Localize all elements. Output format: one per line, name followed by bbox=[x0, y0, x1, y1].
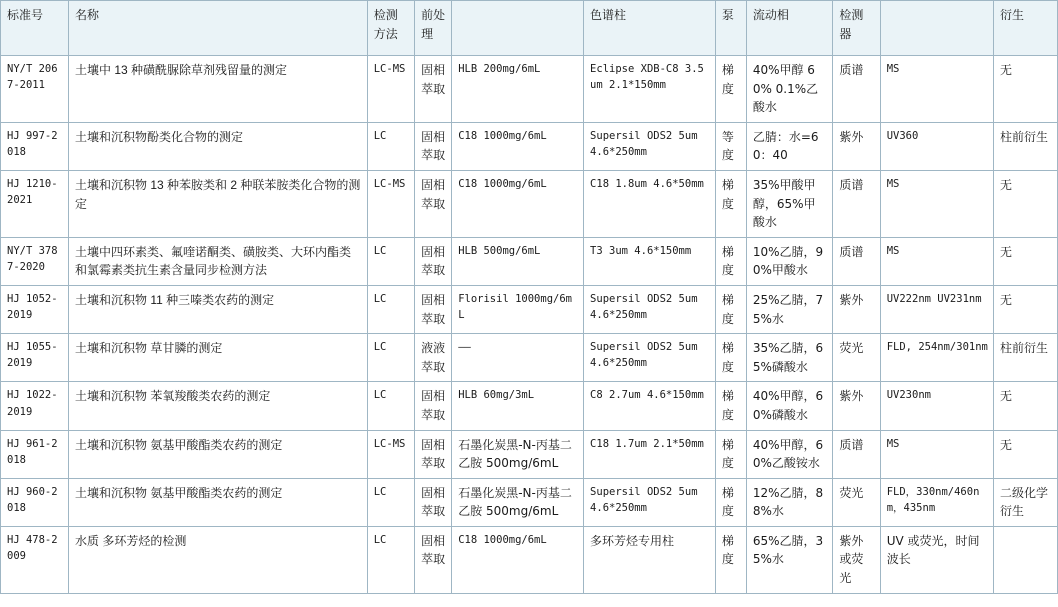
table-body bbox=[1, 56, 1058, 594]
cell-detector-detail: FLD, 254nm/301nm bbox=[880, 334, 993, 382]
table-row bbox=[1, 382, 1058, 430]
cell-cleanup: C18 1000mg/6mL bbox=[452, 170, 584, 237]
cell-column: Supersil ODS2 5um 4.6*250mm bbox=[584, 285, 716, 333]
cell-method: LC bbox=[367, 382, 414, 430]
cell-pump: 梯度 bbox=[715, 285, 746, 333]
cell-detector-detail: UV230nm bbox=[880, 382, 993, 430]
cell-column: T3 3um 4.6*150mm bbox=[584, 237, 716, 285]
cell-detector: 质谱 bbox=[833, 56, 880, 123]
cell-pretreatment: 固相萃取 bbox=[415, 170, 452, 237]
cell-detector-detail: MS bbox=[880, 170, 993, 237]
cell-pump: 梯度 bbox=[715, 382, 746, 430]
cell-method: LC-MS bbox=[367, 56, 414, 123]
cell-derivative: 无 bbox=[994, 56, 1058, 123]
cell-column: 多环芳烃专用柱 bbox=[584, 526, 716, 593]
cell-detector: 荧光 bbox=[833, 334, 880, 382]
cell-code: HJ 1052-2019 bbox=[1, 285, 69, 333]
cell-pretreatment: 固相萃取 bbox=[415, 478, 452, 526]
table-row bbox=[1, 285, 1058, 333]
cell-code: HJ 960-2018 bbox=[1, 478, 69, 526]
cell-column: C8 2.7um 4.6*150mm bbox=[584, 382, 716, 430]
cell-derivative: 无 bbox=[994, 237, 1058, 285]
cell-method: LC bbox=[367, 478, 414, 526]
cell-name: 土壤和沉积物酚类化合物的测定 bbox=[68, 122, 367, 170]
cell-mobile-phase: 25%乙腈，75%水 bbox=[746, 285, 833, 333]
cell-code: NY/T 3787-2020 bbox=[1, 237, 69, 285]
cell-code: NY/T 2067-2011 bbox=[1, 56, 69, 123]
cell-detector-detail: MS bbox=[880, 430, 993, 478]
cell-pump: 梯度 bbox=[715, 56, 746, 123]
cell-pretreatment: 固相萃取 bbox=[415, 382, 452, 430]
cell-method: LC-MS bbox=[367, 170, 414, 237]
column-header-method: 检测方法 bbox=[367, 1, 414, 56]
column-header-pump: 泵 bbox=[715, 1, 746, 56]
table-row bbox=[1, 334, 1058, 382]
cell-pump: 梯度 bbox=[715, 237, 746, 285]
cell-code: HJ 997-2018 bbox=[1, 122, 69, 170]
cell-pump: 梯度 bbox=[715, 430, 746, 478]
table-row bbox=[1, 430, 1058, 478]
cell-column: Supersil ODS2 5um 4.6*250mm bbox=[584, 122, 716, 170]
cell-detector: 紫外或荧光 bbox=[833, 526, 880, 593]
cell-mobile-phase: 35%乙腈，65%磷酸水 bbox=[746, 334, 833, 382]
column-header-derivative: 衍生 bbox=[994, 1, 1058, 56]
cell-code: HJ 1210-2021 bbox=[1, 170, 69, 237]
cell-mobile-phase: 10%乙腈，90%甲酸水 bbox=[746, 237, 833, 285]
column-header-cleanup bbox=[452, 1, 584, 56]
cell-detector-detail: FLD，330nm/460nm，435nm bbox=[880, 478, 993, 526]
cell-derivative: 无 bbox=[994, 430, 1058, 478]
table-row bbox=[1, 478, 1058, 526]
table-row bbox=[1, 56, 1058, 123]
cell-cleanup: C18 1000mg/6mL bbox=[452, 526, 584, 593]
cell-column: Supersil ODS2 5um 4.6*250mm bbox=[584, 478, 716, 526]
table-header-row bbox=[1, 1, 1058, 56]
cell-column: C18 1.8um 4.6*50mm bbox=[584, 170, 716, 237]
cell-pump: 梯度 bbox=[715, 170, 746, 237]
cell-pump: 梯度 bbox=[715, 478, 746, 526]
cell-pump: 等度 bbox=[715, 122, 746, 170]
cell-cleanup: Florisil 1000mg/6mL bbox=[452, 285, 584, 333]
cell-name: 土壤和沉积物 13 种苯胺类和 2 种联苯胺类化合物的测定 bbox=[68, 170, 367, 237]
column-header-name: 名称 bbox=[68, 1, 367, 56]
cell-mobile-phase: 40%甲醇 60% 0.1%乙酸水 bbox=[746, 56, 833, 123]
cell-code: HJ 1022-2019 bbox=[1, 382, 69, 430]
cell-detector-detail: UV360 bbox=[880, 122, 993, 170]
table-row bbox=[1, 526, 1058, 593]
cell-detector-detail: MS bbox=[880, 237, 993, 285]
table-row bbox=[1, 237, 1058, 285]
cell-cleanup: HLB 200mg/6mL bbox=[452, 56, 584, 123]
cell-pretreatment: 固相萃取 bbox=[415, 56, 452, 123]
cell-pump: 梯度 bbox=[715, 526, 746, 593]
cell-pretreatment: 固相萃取 bbox=[415, 430, 452, 478]
cell-pretreatment: 固相萃取 bbox=[415, 526, 452, 593]
cell-code: HJ 478-2009 bbox=[1, 526, 69, 593]
cell-derivative: 无 bbox=[994, 382, 1058, 430]
cell-cleanup: HLB 60mg/3mL bbox=[452, 382, 584, 430]
column-header-detector: 检测器 bbox=[833, 1, 880, 56]
cell-name: 水质 多环芳烃的检测 bbox=[68, 526, 367, 593]
cell-name: 土壤中四环素类、氟喹诺酮类、磺胺类、大环内酯类和氯霉素类抗生素含量同步检测方法 bbox=[68, 237, 367, 285]
cell-cleanup: 石墨化炭黑-N-丙基二乙胺 500mg/6mL bbox=[452, 478, 584, 526]
cell-mobile-phase: 35%甲酸甲醇，65%甲酸水 bbox=[746, 170, 833, 237]
cell-name: 土壤中 13 种磺酰脲除草剂残留量的测定 bbox=[68, 56, 367, 123]
cell-name: 土壤和沉积物 氨基甲酸酯类农药的测定 bbox=[68, 430, 367, 478]
table-row bbox=[1, 170, 1058, 237]
cell-name: 土壤和沉积物 11 种三嗪类农药的测定 bbox=[68, 285, 367, 333]
cell-name: 土壤和沉积物 氨基甲酸酯类农药的测定 bbox=[68, 478, 367, 526]
cell-method: LC-MS bbox=[367, 430, 414, 478]
cell-column: C18 1.7um 2.1*50mm bbox=[584, 430, 716, 478]
cell-detector: 质谱 bbox=[833, 430, 880, 478]
cell-pretreatment: 固相萃取 bbox=[415, 237, 452, 285]
cell-mobile-phase: 12%乙腈，88%水 bbox=[746, 478, 833, 526]
cell-code: HJ 1055-2019 bbox=[1, 334, 69, 382]
table-header bbox=[1, 1, 1058, 56]
cell-cleanup: 石墨化炭黑-N-丙基二乙胺 500mg/6mL bbox=[452, 430, 584, 478]
cell-pretreatment: 固相萃取 bbox=[415, 285, 452, 333]
cell-pretreatment: 液液萃取 bbox=[415, 334, 452, 382]
cell-name: 土壤和沉积物 苯氧羧酸类农药的测定 bbox=[68, 382, 367, 430]
cell-method: LC bbox=[367, 526, 414, 593]
cell-derivative: 柱前衍生 bbox=[994, 122, 1058, 170]
cell-detector-detail: MS bbox=[880, 56, 993, 123]
table-row bbox=[1, 122, 1058, 170]
cell-column: Supersil ODS2 5um 4.6*250mm bbox=[584, 334, 716, 382]
cell-method: LC bbox=[367, 334, 414, 382]
cell-method: LC bbox=[367, 122, 414, 170]
column-header-mobile-phase: 流动相 bbox=[746, 1, 833, 56]
cell-cleanup: HLB 500mg/6mL bbox=[452, 237, 584, 285]
cell-mobile-phase: 乙腈：水=60：40 bbox=[746, 122, 833, 170]
cell-column: Eclipse XDB-C8 3.5um 2.1*150mm bbox=[584, 56, 716, 123]
column-header-detector-detail bbox=[880, 1, 993, 56]
cell-derivative bbox=[994, 526, 1058, 593]
cell-name: 土壤和沉积物 草甘膦的测定 bbox=[68, 334, 367, 382]
cell-mobile-phase: 40%甲醇，60%磷酸水 bbox=[746, 382, 833, 430]
cell-detector: 质谱 bbox=[833, 237, 880, 285]
cell-detector: 紫外 bbox=[833, 122, 880, 170]
column-header-code: 标准号 bbox=[1, 1, 69, 56]
column-header-pretreatment: 前处理 bbox=[415, 1, 452, 56]
cell-pump: 梯度 bbox=[715, 334, 746, 382]
cell-mobile-phase: 65%乙腈，35%水 bbox=[746, 526, 833, 593]
cell-mobile-phase: 40%甲醇，60%乙酸铵水 bbox=[746, 430, 833, 478]
column-header-column: 色谱柱 bbox=[584, 1, 716, 56]
cell-detector: 紫外 bbox=[833, 285, 880, 333]
cell-derivative: 二级化学衍生 bbox=[994, 478, 1058, 526]
cell-cleanup: C18 1000mg/6mL bbox=[452, 122, 584, 170]
cell-method: LC bbox=[367, 237, 414, 285]
cell-derivative: 柱前衍生 bbox=[994, 334, 1058, 382]
cell-detector: 紫外 bbox=[833, 382, 880, 430]
cell-detector-detail: UV 或荧光，时间波长 bbox=[880, 526, 993, 593]
cell-detector: 荧光 bbox=[833, 478, 880, 526]
cell-derivative: 无 bbox=[994, 285, 1058, 333]
cell-derivative: 无 bbox=[994, 170, 1058, 237]
cell-code: HJ 961-2018 bbox=[1, 430, 69, 478]
cell-pretreatment: 固相萃取 bbox=[415, 122, 452, 170]
cell-method: LC bbox=[367, 285, 414, 333]
cell-cleanup: —— bbox=[452, 334, 584, 382]
cell-detector: 质谱 bbox=[833, 170, 880, 237]
cell-detector-detail: UV222nm UV231nm bbox=[880, 285, 993, 333]
